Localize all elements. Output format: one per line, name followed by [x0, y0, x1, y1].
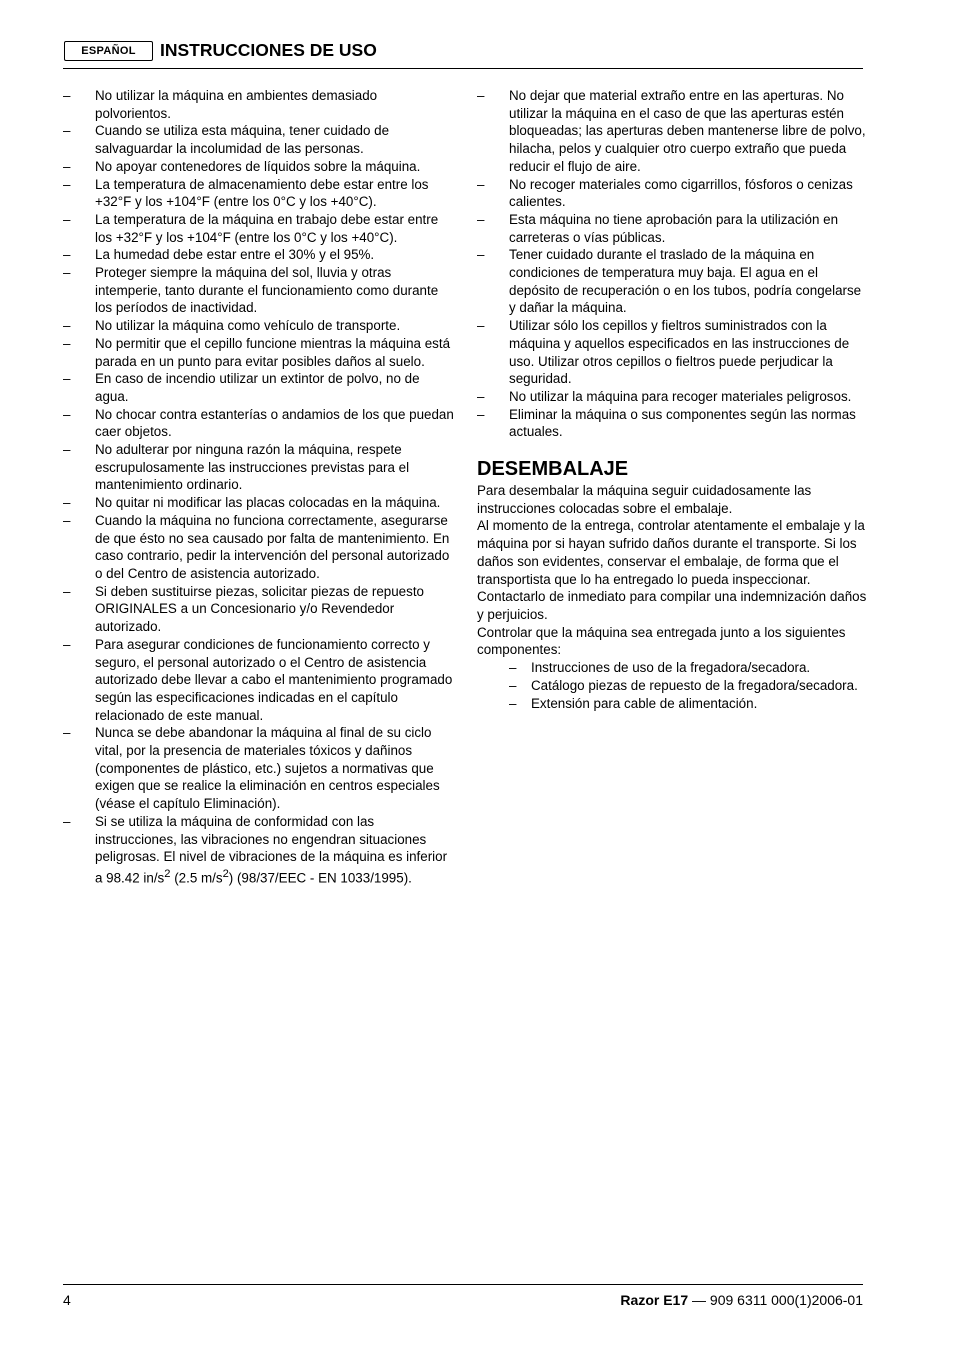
superscript: 2 [222, 867, 229, 880]
list-item: – No dejar que material extraño entre en las aperturas. No utilizar la máquina en el caso de que las aperturas estén bloqueadas; las aperturas deben mantenerse libre de polvo, hilacha, pelos y cualquier otro cuerpo extraño que pueda reducir el flujo de aire. [477, 87, 867, 176]
vibration-text-c: ) (98/37/EEC - EN 1033/1995). [228, 870, 412, 886]
list-item: – No adulterar por ninguna razón la máquina, respete escrupulosamente las instrucciones previstas para el mantenimiento ordinario. [63, 441, 455, 494]
list-item: – Instrucciones de uso de la fregadora/secadora. [509, 659, 867, 677]
components-list [477, 659, 867, 712]
paragraph: Controlar que la máquina sea entregada junto a los siguientes componentes: [477, 624, 846, 658]
superscript: 2 [164, 867, 171, 880]
safety-list-right [477, 87, 867, 441]
list-item: – Si deben sustituirse piezas, solicitar piezas de repuesto ORIGINALES a un Concesionario y/o Revendedor autorizado. [63, 583, 455, 636]
list-item: – Nunca se debe abandonar la máquina al final de su ciclo vital, por la presencia de materiales tóxicos y dañinos (componentes de plástico, etc.) sujetos a normativas que exigen que se realice la eliminación en centros especiales (véase el capítulo Eliminación). [63, 724, 455, 813]
list-item: – Proteger siempre la máquina del sol, lluvia y otras intemperie, tanto durante el funcionamiento como durante los períodos de inactividad. [63, 264, 455, 317]
page-footer [63, 1284, 863, 1315]
paragraph: Para desembalar la máquina seguir cuidadosamente las instrucciones colocadas sobre el embalaje. [477, 483, 812, 516]
list-item: – Cuando se utiliza esta máquina, tener cuidado de salvaguardar la incolumidad de las personas. [63, 122, 455, 157]
list-item: – No quitar ni modificar las placas colocadas en la máquina. [63, 494, 455, 512]
page-header [63, 38, 863, 69]
list-item: – Cuando la máquina no funciona correctamente, asegurarse de que ésto no sea causado por falta de mantenimiento. En caso contrario, pedir la intervención del personal autorizado o del Centro de asistencia autorizado. [63, 512, 455, 583]
list-item: – Eliminar la máquina o sus componentes según las normas actuales. [477, 406, 867, 441]
list-item: – No utilizar la máquina como vehículo de transporte. [63, 317, 455, 335]
list-item: – No utilizar la máquina en ambientes demasiado polvorientos. [63, 87, 455, 122]
list-item: – No recoger materiales como cigarrillos, fósforos o cenizas calientes. [477, 176, 867, 211]
list-item: – La temperatura de la máquina en trabajo debe estar entre los +32°F y los +104°F (entre los 0°C y los +40°C). [63, 211, 455, 246]
language-badge: ESPAÑOL [64, 41, 153, 61]
list-item: – No apoyar contenedores de líquidos sobre la máquina. [63, 158, 455, 176]
safety-list-left [63, 87, 455, 887]
page-number: 4 [63, 1292, 71, 1308]
list-item: – Esta máquina no tiene aprobación para la utilización en carreteras o vías públicas. [477, 211, 867, 246]
model-name: Razor E17 [620, 1292, 689, 1308]
list-item: – Tener cuidado durante el traslado de la máquina en condiciones de temperatura muy baja. El agua en el depósito de recuperación o en los tubos, podría congelarse y dañar la máquina. [477, 246, 867, 317]
list-item: – En caso de incendio utilizar un extintor de polvo, no de agua. [63, 370, 455, 405]
list-item: – Catálogo piezas de repuesto de la fregadora/secadora. [509, 677, 867, 695]
vibration-text-b: (2.5 m/s [170, 870, 223, 886]
list-item: – No chocar contra estanterías o andamios de los que puedan caer objetos. [63, 406, 455, 441]
section-heading-unpacking: DESEMBALAJE [477, 458, 629, 481]
right-column [477, 87, 867, 712]
document-reference [620, 1292, 863, 1308]
list-item: – La temperatura de almacenamiento debe estar entre los +32°F y los +104°F (entre los 0°C y los +40°C). [63, 176, 455, 211]
left-column [63, 87, 455, 887]
list-item: – No utilizar la máquina para recoger materiales peligrosos. [477, 388, 867, 406]
list-item: – Para asegurar condiciones de funcionamiento correcto y seguro, el personal autorizado o el Centro de asistencia autorizado debe llevar a cabo el mantenimiento programado según las especificaciones indicadas en el capítulo relacionado de este manual. [63, 636, 455, 725]
vibration-text-a: Si se utiliza la máquina de conformidad con las instrucciones, las vibraciones no engendran situaciones peligrosas. El nivel de vibraciones de la máquina es inferior a 98.42 in/s [95, 813, 448, 886]
list-item: – No permitir que el cepillo funcione mientras la máquina está parada en un punto para evitar posibles daños al suelo. [63, 335, 455, 370]
paragraph: Al momento de la entrega, controlar atentamente el embalaje y la máquina por si hayan sufrido daños durante el transporte. Si los daños son evidentes, conservar el embalaje, de forma que el transportista que lo ha entregado lo pueda inspeccionar. Contactarlo de inmediato para compilar una indemnización daños y perjuicios. [477, 518, 867, 622]
page-title: INSTRUCCIONES DE USO [160, 40, 377, 60]
list-item: – Extensión para cable de alimentación. [509, 695, 867, 713]
list-item: – La humedad debe estar entre el 30% y el 95%. [63, 246, 455, 264]
list-item: – Utilizar sólo los cepillos y fieltros suministrados con la máquina y aquellos especificados en las instrucciones de uso. Utilizar otros cepillos o fieltros puede perjudicar la seguridad. [477, 317, 867, 388]
vibration-list-item [63, 813, 455, 887]
document-code: — 909 6311 000(1)2006-01 [688, 1292, 863, 1308]
